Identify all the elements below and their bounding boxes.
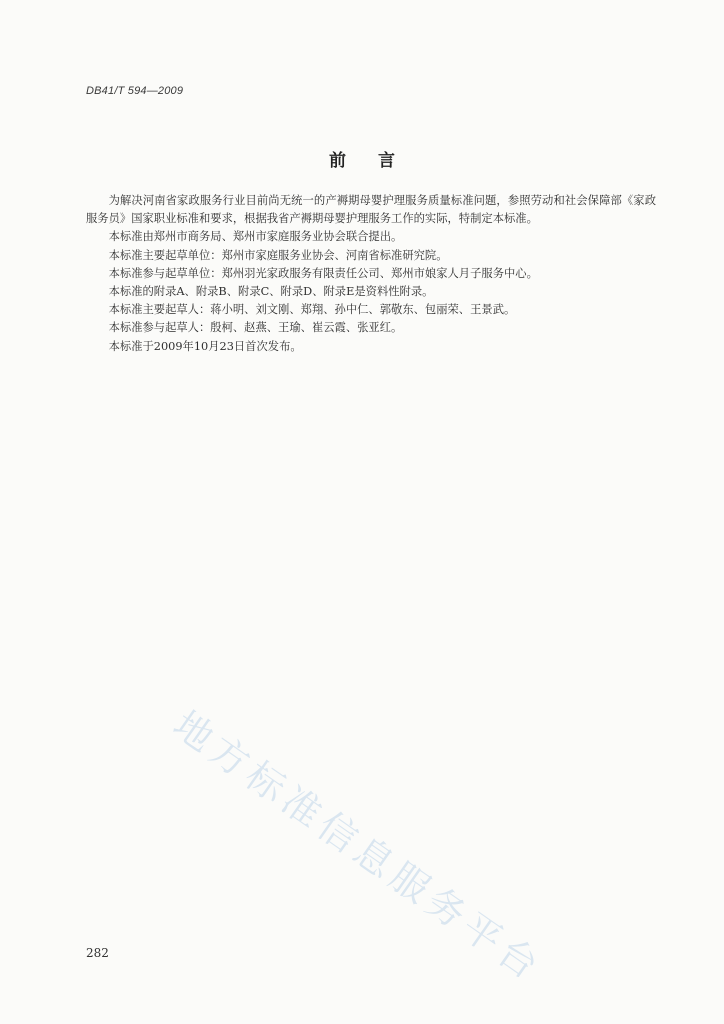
- foreword-body: [86, 192, 656, 356]
- paragraph-release-date: 本标准于2009年10月23日首次发布。: [108, 339, 302, 353]
- paragraph-main-drafting-unit: 本标准主要起草单位：郑州市家庭服务业协会、河南省标准研究院。: [108, 248, 448, 262]
- section-title: [0, 146, 724, 171]
- watermark: 地方标准信息服务平台: [165, 702, 552, 991]
- paragraph-participating-units: 本标准参与起草单位：郑州羽光家政服务有限责任公司、郑州市娘家人月子服务中心。: [108, 266, 538, 280]
- document-code: DB41/T 594—2009: [86, 85, 184, 97]
- section-title-char-1: 前: [329, 151, 346, 171]
- paragraph-main-drafters: 本标准主要起草人：蒋小明、刘文刚、郑翔、孙中仁、郭敬东、包丽荣、王景武。: [108, 303, 516, 317]
- paragraph-participating-drafters: 本标准参与起草人：殷柯、赵燕、王瑜、崔云霞、张亚红。: [108, 321, 403, 335]
- page-number: 282: [86, 946, 109, 960]
- section-title-char-2: 言: [378, 151, 395, 171]
- paragraph-proposer: 本标准由郑州市商务局、郑州市家庭服务业协会联合提出。: [108, 230, 403, 244]
- paragraph-appendices: 本标准的附录A、附录B、附录C、附录D、附录E是资料性附录。: [108, 285, 434, 299]
- paragraph-purpose: 为解决河南省家政服务行业目前尚无统一的产褥期母婴护理服务质量标准问题，参照劳动和社会保障部《家政服务员》国家职业标准和要求，根据我省产褥期母婴护理服务工作的实际，特制定本标准。: [86, 194, 656, 226]
